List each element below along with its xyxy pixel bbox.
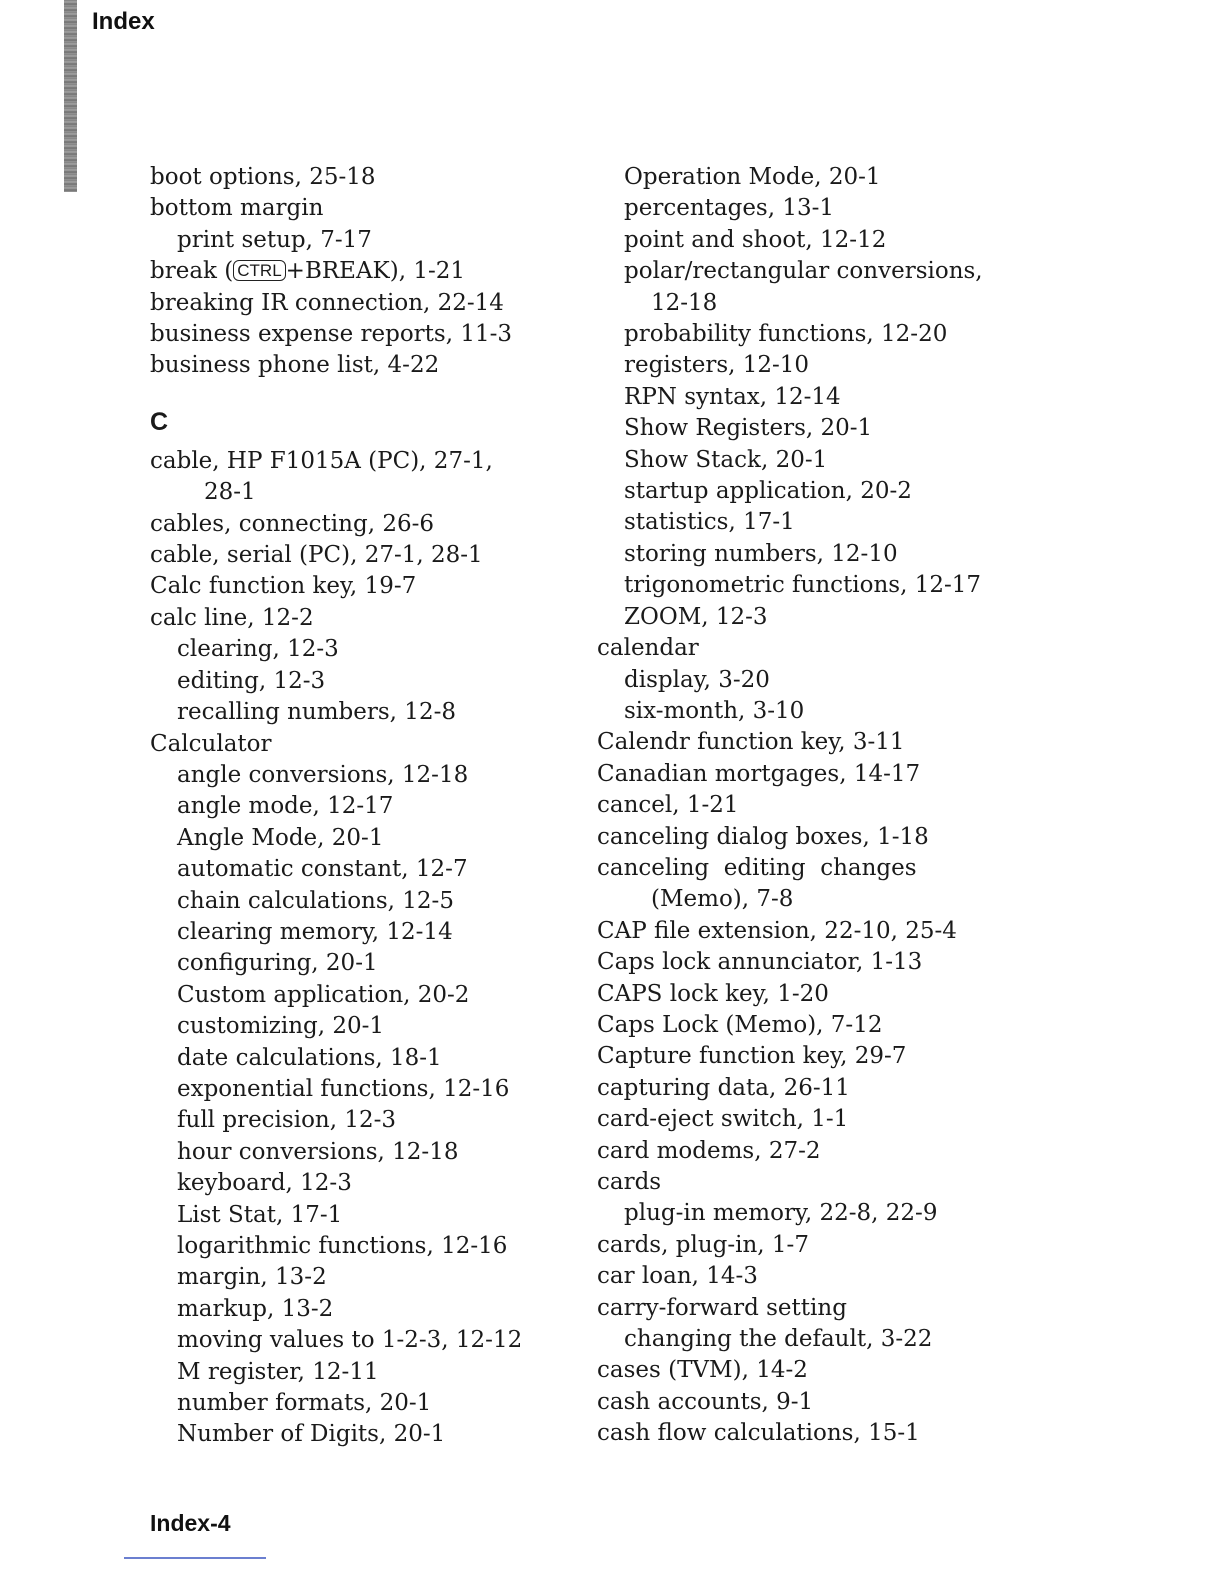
- index-subentry: recalling numbers, 12-8: [177, 699, 456, 726]
- index-entry: Caps lock annunciator, 1-13: [597, 949, 923, 976]
- index-subentry: editing, 12-3: [177, 667, 326, 694]
- index-subentry: trigonometric functions, 12-17: [624, 572, 982, 599]
- index-entry: canceling editing changes: [597, 854, 917, 881]
- section-spacer: [150, 382, 580, 404]
- index-subentry: exponential functions, 12-16: [177, 1075, 510, 1102]
- index-subentry: probability functions, 12-20: [624, 321, 948, 348]
- index-subentry: M register, 12-11: [177, 1358, 379, 1385]
- index-subentry: six-month, 3-10: [624, 697, 805, 724]
- index-entry: cases (TVM), 14-2: [597, 1357, 808, 1384]
- index-subentry: ZOOM, 12-3: [624, 603, 768, 630]
- index-subentry: plug-in memory, 22-8, 22-9: [624, 1200, 938, 1227]
- index-entry: boot options, 25-18: [150, 164, 376, 190]
- index-entry: cash accounts, 9-1: [597, 1388, 814, 1415]
- index-subentry: Number of Digits, 20-1: [177, 1421, 446, 1448]
- index-subentry: configuring, 20-1: [177, 950, 378, 977]
- index-entry-continuation: 12-18: [651, 289, 718, 316]
- index-entry: cable, HP F1015A (PC), 27-1,: [150, 447, 493, 474]
- ctrl-key-icon: CTRL: [233, 260, 285, 281]
- page-header-title: Index: [92, 8, 155, 35]
- index-entry-continuation: 28-1: [204, 479, 256, 506]
- index-subentry: polar/rectangular conversions,: [624, 258, 983, 285]
- index-subentry: print setup, 7-17: [177, 226, 372, 253]
- index-subentry: startup application, 20-2: [624, 478, 912, 505]
- index-subentry: keyboard, 12-3: [177, 1170, 352, 1197]
- footer-rule: [124, 1557, 266, 1559]
- index-entry: calc line, 12-2: [150, 604, 314, 631]
- index-subentry: Operation Mode, 20-1: [624, 164, 881, 190]
- index-entry: Calendr function key, 3-11: [597, 729, 905, 756]
- index-entry: Calculator: [150, 730, 272, 757]
- index-subentry: automatic constant, 12-7: [177, 856, 468, 883]
- index-entry: canceling dialog boxes, 1-18: [597, 823, 929, 850]
- index-subentry: clearing, 12-3: [177, 636, 339, 663]
- index-subentry: display, 3-20: [624, 666, 770, 693]
- index-subentry: margin, 13-2: [177, 1264, 327, 1291]
- index-entry: cash flow calculations, 15-1: [597, 1420, 920, 1447]
- index-entry: business phone list, 4-22: [150, 352, 440, 379]
- index-column-right: [597, 162, 1007, 1450]
- index-entry: cable, serial (PC), 27-1, 28-1: [150, 542, 483, 569]
- section-letter-heading: C: [150, 407, 169, 436]
- index-subentry: storing numbers, 12-10: [624, 540, 898, 567]
- index-subentry: Angle Mode, 20-1: [177, 824, 384, 851]
- index-entry: cables, connecting, 26-6: [150, 510, 434, 537]
- index-subentry: Custom application, 20-2: [177, 981, 470, 1008]
- index-entry: calendar: [597, 635, 699, 662]
- index-subentry: customizing, 20-1: [177, 1013, 385, 1040]
- index-subentry: RPN syntax, 12-14: [624, 383, 841, 410]
- index-subentry: Show Stack, 20-1: [624, 446, 828, 473]
- index-entry: CAPS lock key, 1-20: [597, 980, 829, 1007]
- index-entry: cancel, 1-21: [597, 792, 739, 819]
- index-entry: cards, plug-in, 1-7: [597, 1231, 809, 1258]
- index-entry: card modems, 27-2: [597, 1137, 821, 1164]
- index-entry: breaking IR connection, 22-14: [150, 289, 504, 316]
- thumb-tab-marker: [64, 0, 77, 192]
- index-entry: capturing data, 26-11: [597, 1074, 850, 1101]
- index-subentry: markup, 13-2: [177, 1295, 334, 1322]
- index-subentry: Show Registers, 20-1: [624, 415, 873, 442]
- index-entry: car loan, 14-3: [597, 1263, 758, 1290]
- index-entry: bottom margin: [150, 195, 324, 222]
- index-entry: CAP file extension, 22-10, 25-4: [597, 917, 957, 944]
- index-entry: Canadian mortgages, 14-17: [597, 760, 921, 787]
- page-number-label: Index-4: [150, 1510, 231, 1536]
- index-subentry: clearing memory, 12-14: [177, 918, 453, 945]
- index-entry: carry-forward setting: [597, 1294, 847, 1321]
- index-subentry: statistics, 17-1: [624, 509, 795, 536]
- index-entry: card-eject switch, 1-1: [597, 1106, 849, 1133]
- index-subentry: point and shoot, 12-12: [624, 226, 887, 253]
- index-subentry: angle conversions, 12-18: [177, 761, 469, 788]
- index-entry: Calc function key, 19-7: [150, 573, 417, 600]
- index-entry: Capture function key, 29-7: [597, 1043, 907, 1070]
- index-subentry: date calculations, 18-1: [177, 1044, 442, 1071]
- index-entry: cards: [597, 1169, 662, 1195]
- index-subentry: number formats, 20-1: [177, 1390, 432, 1417]
- index-subentry: moving values to 1-2-3, 12-12: [177, 1327, 523, 1354]
- index-subentry: chain calculations, 12-5: [177, 887, 454, 914]
- index-entry: Caps Lock (Memo), 7-12: [597, 1011, 883, 1038]
- index-subentry: registers, 12-10: [624, 352, 810, 379]
- break-prefix: break (: [150, 258, 234, 285]
- index-subentry: angle mode, 12-17: [177, 793, 394, 820]
- index-entry: business expense reports, 11-3: [150, 321, 513, 348]
- index-subentry: full precision, 12-3: [177, 1107, 397, 1134]
- index-subentry: logarithmic functions, 12-16: [177, 1233, 508, 1259]
- index-subentry: hour conversions, 12-18: [177, 1138, 459, 1165]
- break-suffix: +BREAK), 1-21: [285, 258, 466, 285]
- index-subentry: changing the default, 3-22: [624, 1326, 933, 1353]
- index-subentry: percentages, 13-1: [624, 195, 835, 222]
- index-entry-continuation: (Memo), 7-8: [651, 886, 794, 913]
- index-entry-break: [150, 256, 580, 287]
- index-subentry: List Stat, 17-1: [177, 1201, 343, 1228]
- index-column-left: [150, 162, 580, 1451]
